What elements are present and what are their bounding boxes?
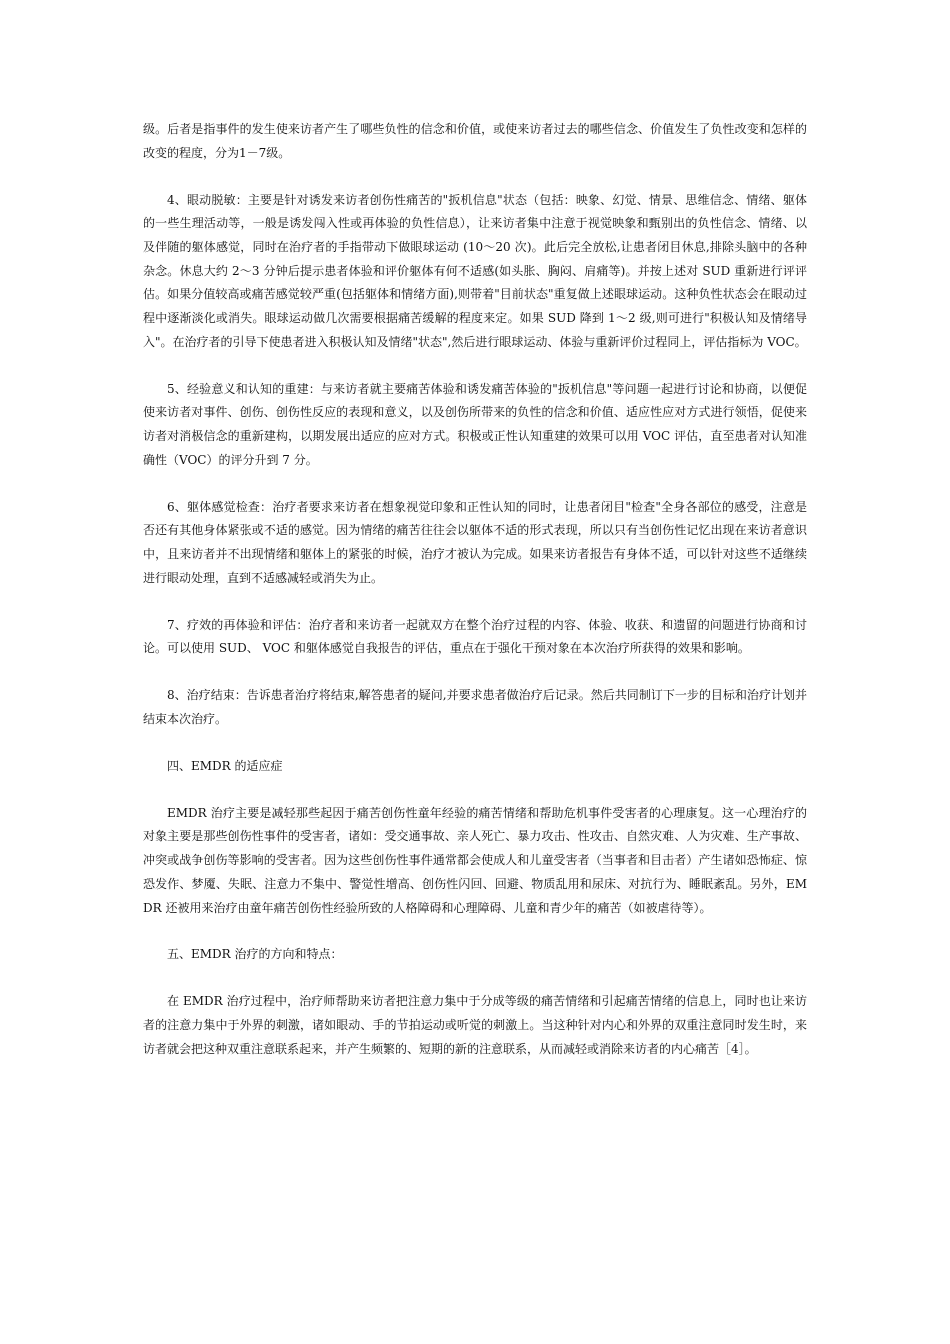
section-heading-indications: 四、EMDR 的适应症 bbox=[167, 758, 283, 773]
paragraph-step-6-body-scan: 6、躯体感觉检查：治疗者要求来访者在想象视觉印象和正性认知的同时，让患者闭目"检查"全身各部位的感受，注意是否还有其他身体紧张或不适的感觉。因为情绪的痛苦往往会以躯体不适的形式表现，所以只有当创伤性记忆出现在来访者意识中，且来访者并不出现情绪和躯体上的紧张的时候，治疗才被认为完成。如果来访者报告有身体不适，可以针对这些不适继续进行眼动处理，直到不适感减轻或消失为止。 bbox=[143, 499, 807, 585]
paragraph-direction-features: 在 EMDR 治疗过程中，治疗师帮助来访者把注意力集中于分成等级的痛苦情绪和引起痛苦情绪的信息上，同时也让来访者的注意力集中于外界的刺激，诸如眼动、手的节拍运动或听觉的刺激上。当这种针对内心和外界的双重注意同时发生时，来访者就会把这种双重注意联系起来，并产生频繁的、短期的新的注意联系，从而减轻或消除来访者的内心痛苦［4］。 bbox=[143, 994, 807, 1056]
section-heading-direction-features: 五、EMDR 治疗的方向和特点： bbox=[167, 947, 343, 962]
paragraph-step-5-cognitive-reconstruction: 5、经验意义和认知的重建：与来访者就主要痛苦体验和诱发痛苦体验的"扳机信息"等问题一起进行讨论和协商，以便促使来访者对事件、创伤、创伤性反应的表现和意义，以及创伤所带来的负性的信念和价值、适应性应对方式进行领悟，促使来访者对消极信念的重新建构，以期发展出适应的应对方式。积极或正性认知重建的效果可以用 VOC 评估，直至患者对认知准确性（VOC）的评分升到 7 分。 bbox=[143, 381, 807, 467]
paragraph-indications: EMDR 治疗主要是减轻那些起因于痛苦创伤性童年经验的痛苦情绪和帮助危机事件受害者的心理康复。这一心理治疗的对象主要是那些创伤性事件的受害者，诸如：受交通事故、亲人死亡、暴力攻击、性攻击、自然灾难、人为灾难、生产事故、冲突或战争创伤等影响的受害者。因为这些创伤性事件通常都会使成人和儿童受害者（当事者和目击者）产生诸如恐怖症、惊恐发作、梦魇、失眠、注意力不集中、警觉性增高、创伤性闪回、回避、物质乱用和尿床、对抗行为、睡眠紊乱。另外，EMDR 还被用来治疗由童年痛苦创伤性经验所致的人格障碍和心理障碍、儿童和青少年的痛苦（如被虐待等）。 bbox=[143, 805, 807, 915]
paragraph-step-7-re-evaluation: 7、疗效的再体验和评估：治疗者和来访者一起就双方在整个治疗过程的内容、体验、收获、和遗留的问题进行协商和讨论。可以使用 SUD、 VOC 和躯体感觉自我报告的评估，重点在于强化干预对象在本次治疗所获得的效果和影响。 bbox=[143, 617, 807, 656]
paragraph-continuation: 级。后者是指事件的发生使来访者产生了哪些负性的信念和价值，或使来访者过去的哪些信念、价值发生了负性改变和怎样的改变的程度，分为1－7级。 bbox=[143, 122, 807, 160]
paragraph-step-4-eye-movement-desensitization: 4、眼动脱敏：主要是针对诱发来访者创伤性痛苦的"扳机信息"状态（包括：映象、幻觉、情景、思维信念、情绪、躯体的一些生理活动等，一般是诱发闯入性或再体验的负性信息），让来访者集中注意于视觉映象和甄别出的负性信念、情绪、以及伴随的躯体感觉，同时在治疗者的手指带动下做眼球运动 (10～20 次)。此后完全放松,让患者闭目休息,排除头脑中的各种杂念。休息大约 2～3 分钟后提示患者体验和评价躯体有何不适感(如头胀、胸闷、肩痛等)。并按上述对 SUD 重新进行评评估。如果分值较高或痛苦感觉较严重(包括躯体和情绪方面),则带着"目前状态"重复做上述眼球运动。这种负性状态会在眼动过程中逐渐淡化或消失。眼球运动做几次需要根据痛苦缓解的程度来定。如果 SUD 降到 1～2 级,则可进行"积极认知及情绪导入"。在治疗者的引导下使患者进入积极认知及情绪"状态",然后进行眼球运动、体验与重新评价过程同上，评估指标为 VOC。 bbox=[143, 192, 807, 349]
paragraph-step-8-closure: 8、治疗结束：告诉患者治疗将结束,解答患者的疑问,并要求患者做治疗后记录。然后共同制订下一步的目标和治疗计划并结束本次治疗。 bbox=[143, 688, 807, 726]
document-page bbox=[143, 118, 807, 1085]
